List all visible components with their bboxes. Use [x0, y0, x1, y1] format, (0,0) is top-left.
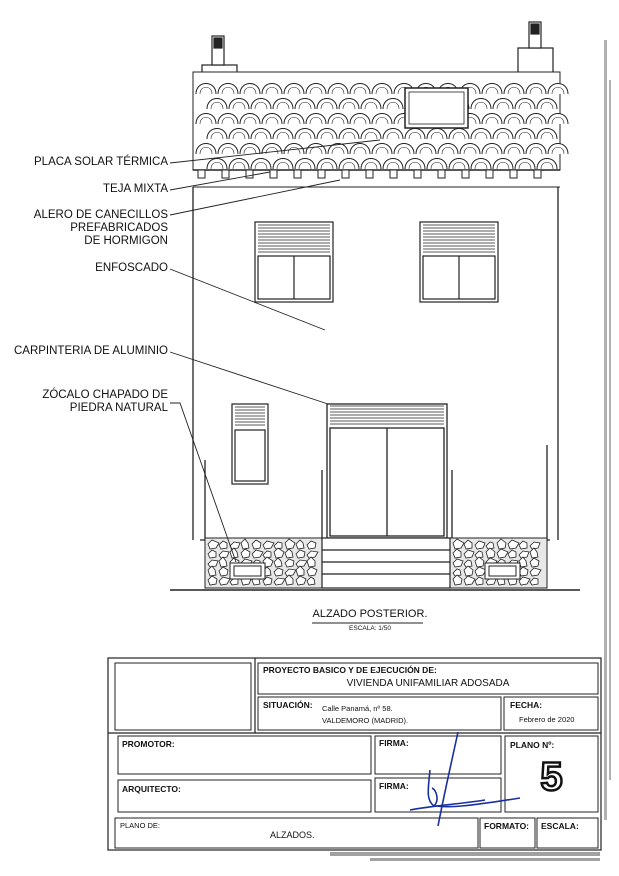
window-small: [232, 404, 268, 484]
proyecto-label: PROYECTO BASICO Y DE EJECUCIÓN DE:: [263, 665, 437, 675]
proyecto-value: VIVIENDA UNIFAMILIAR ADOSADA: [346, 678, 510, 689]
fecha-label: FECHA:: [510, 700, 543, 710]
drawing-scale: ESCALA: 1/50: [349, 625, 391, 632]
label-enfoscado: ENFOSCADO: [95, 262, 168, 274]
promotor-label: PROMOTOR:: [122, 739, 175, 749]
firma-label: FIRMA:: [379, 738, 409, 748]
chimney-right: [518, 22, 553, 78]
label-carpinteria: CARPINTERIA DE ALUMINIO: [13, 345, 168, 357]
drawing-title: ALZADO POSTERIOR.: [312, 608, 428, 620]
door: [322, 404, 452, 538]
side-stamp: [604, 40, 611, 820]
window-upper-right: [420, 222, 498, 302]
eave: [193, 170, 560, 187]
firma2-label: FIRMA:: [379, 781, 409, 791]
stairs: [322, 538, 450, 588]
arquitecto-label: ARQUITECTO:: [122, 784, 181, 794]
situacion-line2: VALDEMORO (MADRID).: [322, 716, 409, 725]
plano-de-value: ALZADOS.: [270, 830, 315, 840]
label-placa-solar: PLACA SOLAR TÉRMICA: [34, 156, 168, 168]
fecha-value: Febrero de 2020: [519, 715, 575, 724]
plano-de-label: PLANO DE:: [120, 821, 161, 830]
situacion-line1: Calle Panamá, nº 58.: [322, 704, 393, 713]
plano-n-label: PLANO Nº:: [510, 740, 555, 750]
roof-tiles: [193, 72, 568, 170]
formato-label: FORMATO:: [484, 821, 530, 831]
situacion-label: SITUACIÓN:: [263, 700, 313, 710]
label-alero: ALERO DE CANECILLOS PREFABRICADOS DE HORMIGON: [33, 209, 168, 247]
label-zocalo: ZÓCALO CHAPADO DE PIEDRA NATURAL: [42, 389, 168, 414]
label-teja-mixta: TEJA MIXTA: [103, 183, 168, 195]
solar-panel: [405, 88, 468, 128]
escala-label: ESCALA:: [541, 821, 579, 831]
plano-n-value: 5: [540, 755, 563, 799]
scan-stamp: [330, 852, 600, 861]
window-upper-left: [255, 222, 333, 302]
